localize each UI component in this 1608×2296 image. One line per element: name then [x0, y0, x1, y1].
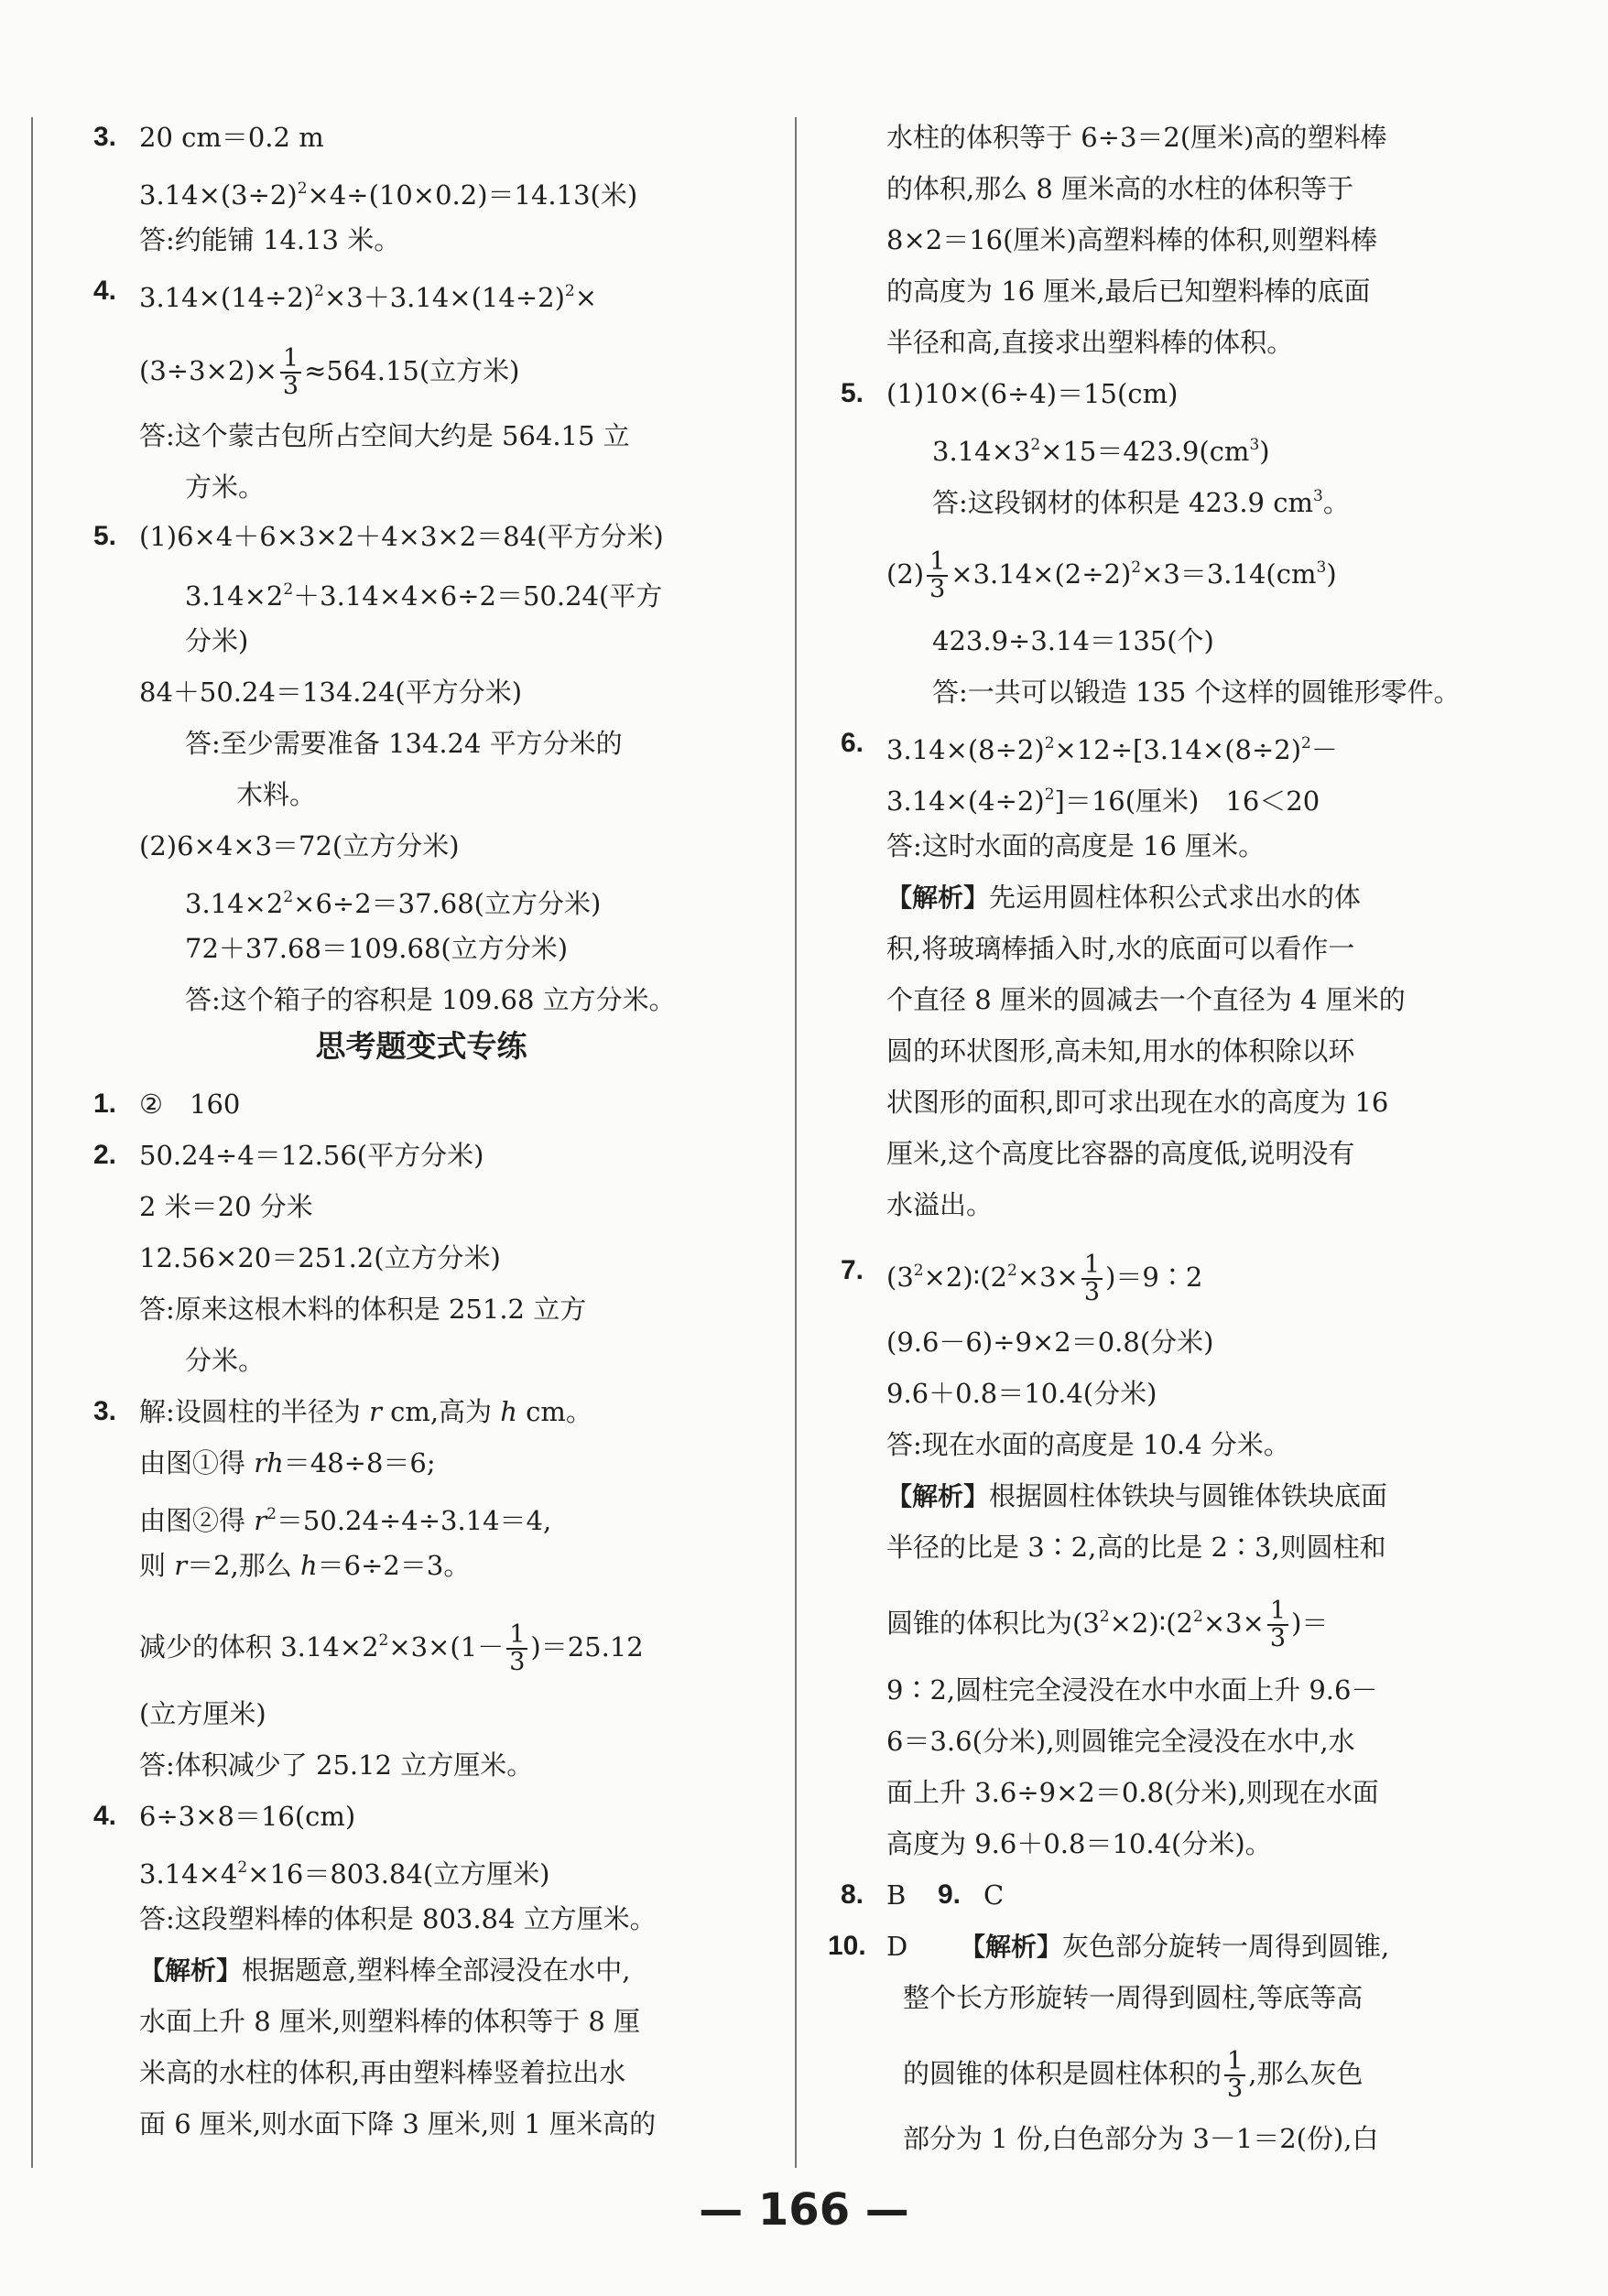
- answer-line: 6÷3×8＝16(cm): [139, 1801, 356, 1832]
- item-number: 9.: [938, 1879, 962, 1910]
- answer-line: 答:这时水面的高度是 16 厘米。: [886, 830, 1266, 861]
- item-number: 4.: [93, 1801, 117, 1831]
- analysis-line: 【解析】先运用圆柱体积公式求出水的体: [886, 882, 1362, 913]
- answer-line: (2)6×4×3＝72(立方分米): [139, 830, 460, 861]
- section-heading: 思考题变式专练: [315, 1028, 527, 1064]
- answer-line: $(3^2\times 2)∶(2^2\times 3\times$ $\frac{1}{3}$ )＝9∶2: [886, 1251, 1203, 1306]
- answer-line: 答:这段塑料棒的体积是 803.84 立方厘米。: [139, 1903, 657, 1934]
- analysis-line: 6＝3.6(分米),则圆锥完全浸没在水中,水: [886, 1726, 1355, 1757]
- analysis-line: 厘米,这个高度比容器的高度低,说明没有: [886, 1138, 1355, 1169]
- answer-line: $3.14\times(8\div 2)^2\times 12\div[3.14\times(8\div 2)^2-$: [886, 734, 1338, 765]
- analysis-line: 8×2＝16(厘米)高塑料棒的体积,则塑料棒: [886, 224, 1377, 255]
- answer-line: 答:这个蒙古包所占空间大约是 564.15 立: [139, 420, 630, 451]
- answer-line: 由图②得 $r^2=50.24\div 4\div 3.14=4$,: [139, 1505, 552, 1536]
- fraction: $\frac{1}{3}$: [1081, 1252, 1103, 1305]
- answer-line: 84＋50.24＝134.24(平方分米): [139, 677, 523, 708]
- analysis-line: 的高度为 16 厘米,最后已知塑料棒的底面: [886, 276, 1371, 307]
- item-number: 8.: [841, 1879, 864, 1910]
- analysis-line: 半径和高,直接求出塑料棒的体积。: [886, 327, 1294, 358]
- item-number: 10.: [828, 1931, 866, 1961]
- analysis-line: 的圆锥的体积是圆柱体积的 $\frac{1}{3}$ ,那么灰色: [903, 2047, 1364, 2103]
- answer-line: D: [886, 1931, 908, 1962]
- answer-line: $3.14\times(4\div 2)^2]=16$(厘米) 16＜20: [886, 785, 1320, 817]
- answer-line: (1)6×4＋6×3×2＋4×3×2＝84(平方分米): [139, 521, 664, 552]
- analysis-line: 【解析】根据题意,塑料棒全部浸没在水中,: [139, 1955, 631, 1986]
- analysis-line: 状图形的面积,即可求出现在水的高度为 16: [886, 1087, 1389, 1118]
- answer-line: (9.6－6)÷9×2＝0.8(分米): [886, 1327, 1214, 1358]
- analysis-line: 圆的环状图形,高未知,用水的体积除以环: [886, 1035, 1355, 1067]
- answer-line: 答:至少需要准备 134.24 平方分米的: [185, 728, 623, 759]
- answer-line: 则 r＝2,那么 h＝6÷2＝3。: [139, 1550, 471, 1581]
- analysis-line: 积,将玻璃棒插入时,水的底面可以看作一: [886, 933, 1355, 964]
- item-number: 4.: [93, 276, 117, 306]
- fraction: $\frac{1}{3}$: [280, 346, 301, 399]
- item-number: 3.: [93, 1396, 117, 1426]
- answer-line: 72＋37.68＝109.68(立方分米): [185, 933, 569, 964]
- answer-line: 木料。: [236, 779, 317, 810]
- fraction: $\frac{1}{3}$: [1267, 1598, 1288, 1652]
- analysis-tag: 【解析】: [960, 1933, 1063, 1961]
- analysis-line: 【解析】灰色部分旋转一周得到圆锥,: [960, 1931, 1390, 1962]
- answer-line: 答:原来这根木料的体积是 251.2 立方: [139, 1294, 587, 1325]
- answer-line: ② 160: [139, 1088, 241, 1120]
- analysis-line: 个直径 8 厘米的圆减去一个直径为 4 厘米的: [886, 984, 1406, 1015]
- analysis-line: 整个长方形旋转一周得到圆柱,等底等高: [903, 1982, 1364, 2013]
- answer-line: $3.14\times 4^2\times 16=803.84$(立方厘米): [139, 1858, 550, 1890]
- answer-line: 答:体积减少了 25.12 立方厘米。: [139, 1749, 534, 1781]
- answer-line: 答:这个箱子的容积是 109.68 立方分米。: [185, 984, 676, 1015]
- answer-line: 答:这段钢材的体积是 423.9 $cm^3$。: [932, 487, 1350, 518]
- analysis-line: 面 6 厘米,则水面下降 3 厘米,则 1 厘米高的: [139, 2108, 657, 2139]
- answer-line: $3.14\times 2^2\times 6\div 2=37.68$(立方分米): [185, 888, 602, 919]
- answer-line: (立方厘米): [139, 1698, 266, 1729]
- analysis-line: 水柱的体积等于 6÷3＝2(厘米)高的塑料棒: [886, 122, 1387, 153]
- answer-line: (2) $\frac{1}{3}$ $\times 3.14\times(2\div 2)^2\times 3=3.14(cm^3)$: [886, 547, 1337, 603]
- analysis-tag: 【解析】: [886, 1482, 990, 1511]
- fraction: $\frac{1}{3}$: [1224, 2049, 1245, 2102]
- fraction: $\frac{1}{3}$: [927, 549, 948, 602]
- analysis-line: 部分为 1 份,白色部分为 3－1＝2(份),白: [903, 2123, 1379, 2154]
- answer-line: C: [983, 1879, 1005, 1911]
- answer-line: B: [886, 1879, 907, 1911]
- answer-line: 分米。: [185, 1345, 266, 1376]
- item-number: 2.: [93, 1140, 117, 1170]
- answer-line: 50.24÷4＝12.56(平方分米): [139, 1140, 484, 1171]
- analysis-line: 高度为 9.6＋0.8＝10.4(分米)。: [886, 1828, 1272, 1859]
- answer-line: $3.14\times(3\div 2)^2\times 4\div(10\times 0.2)=14.13$(米): [139, 179, 638, 211]
- page-number: — 166 —: [699, 2184, 909, 2236]
- answer-line: 12.56×20＝251.2(立方分米): [139, 1242, 501, 1273]
- answer-line: 20 cm＝0.2 m: [139, 122, 324, 153]
- item-number: 6.: [841, 728, 864, 758]
- answer-line: 答:约能铺 14.13 米。: [139, 224, 401, 255]
- analysis-line: 圆锥的体积比为$(3^2\times 2)∶(2^2\times 3\times$ $\frac{1}{3}$ )＝: [886, 1597, 1329, 1652]
- answer-line: $3.14\times 3^2\times 15=423.9(cm^3)$: [932, 436, 1270, 467]
- item-number: 5.: [93, 521, 117, 551]
- answer-line: $3.14\times(14\div 2)^2\times 3+3.14\times(14\div 2)^2\times$: [139, 282, 598, 313]
- item-number: 7.: [841, 1255, 864, 1285]
- answer-line: (1)10×(6÷4)＝15(cm): [886, 378, 1179, 409]
- item-number: 3.: [93, 122, 117, 152]
- analysis-line: 面上升 3.6÷9×2＝0.8(分米),则现在水面: [886, 1777, 1379, 1808]
- answer-line: 答:现在水面的高度是 10.4 分米。: [886, 1429, 1290, 1460]
- answer-line: 分米): [185, 625, 249, 656]
- answer-line: 答:一共可以锻造 135 个这样的圆锥形零件。: [932, 677, 1461, 708]
- answer-line: 减少的体积 $3.14\times 2^2\times 3\times(1-$ $\frac{1}{3}$ )＝25.12: [139, 1620, 644, 1676]
- left-margin-rule: [31, 117, 33, 2168]
- answer-line: 423.9÷3.14＝135(个): [932, 625, 1214, 656]
- answer-line: (3÷3×2)× $\frac{1}{3}$ ≈564.15(立方米): [139, 344, 520, 400]
- analysis-line: 米高的水柱的体积,再由塑料棒竖着拉出水: [139, 2057, 626, 2088]
- answer-line: 2 米＝20 分米: [139, 1191, 313, 1222]
- analysis-line: 半径的比是 3∶2,高的比是 2∶3,则圆柱和: [886, 1532, 1386, 1563]
- analysis-line: 【解析】根据圆柱体铁块与圆锥体铁块底面: [886, 1480, 1388, 1511]
- answer-line: 解:设圆柱的半径为 r cm,高为 h cm。: [139, 1396, 592, 1427]
- analysis-line: 的体积,那么 8 厘米高的水柱的体积等于: [886, 173, 1354, 204]
- analysis-tag: 【解析】: [886, 883, 990, 912]
- analysis-line: 水面上升 8 厘米,则塑料棒的体积等于 8 厘: [139, 2006, 640, 2037]
- item-number: 5.: [841, 378, 864, 408]
- fraction: $\frac{1}{3}$: [506, 1622, 527, 1675]
- answer-line: $3.14\times 2^2+3.14\times 4\times 6\div 2=50.24$(平方: [185, 580, 663, 612]
- column-divider: [795, 117, 797, 2168]
- answer-line: 9.6＋0.8＝10.4(分米): [886, 1378, 1157, 1409]
- analysis-tag: 【解析】: [139, 1956, 243, 1985]
- answer-line: 由图①得 rh＝48÷8＝6;: [139, 1447, 436, 1478]
- analysis-line: 水溢出。: [886, 1189, 994, 1220]
- answer-line: 方米。: [185, 471, 266, 503]
- analysis-line: 9∶2,圆柱完全浸没在水中水面上升 9.6－: [886, 1674, 1378, 1706]
- item-number: 1.: [93, 1088, 117, 1119]
